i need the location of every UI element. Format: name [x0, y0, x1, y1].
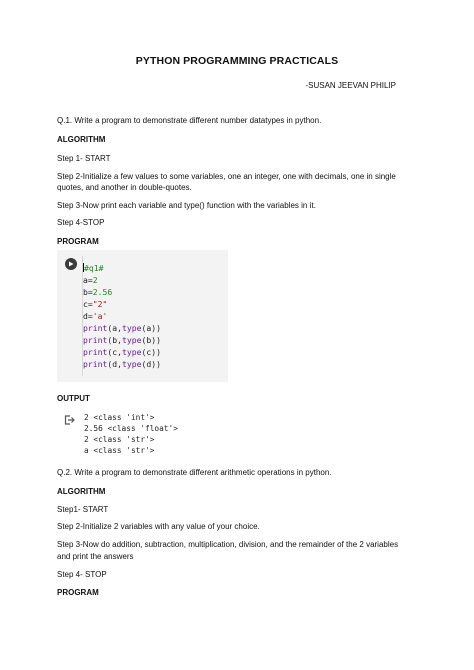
- q2-step-1: Step1- START: [57, 505, 109, 514]
- code-token: d=: [83, 311, 93, 321]
- output-line: 2 <class 'int'>: [84, 413, 155, 422]
- q1-output-heading: OUTPUT: [57, 394, 90, 403]
- code-token: c=: [83, 299, 93, 309]
- q2-step-4: Step 4- STOP: [57, 570, 107, 579]
- code-line: [83, 335, 161, 345]
- code-line: [83, 359, 161, 369]
- code-string: "2": [92, 299, 108, 309]
- q1-step-1: Step 1- START: [57, 154, 111, 163]
- output-arrow-icon[interactable]: [64, 412, 75, 430]
- q1-algorithm-heading: ALGORITHM: [57, 135, 106, 144]
- code-comment: #q1#: [84, 263, 104, 273]
- code-function: print: [83, 335, 108, 345]
- code-token: b=: [83, 287, 93, 297]
- code-function: type: [122, 323, 142, 333]
- code-token: (d)): [141, 359, 161, 369]
- q2-step-3: Step 3-Now do addition, subtraction, multiplication, division, and the remainder of the 2 variables: [57, 540, 399, 549]
- code-number: 2: [92, 275, 98, 285]
- code-token: (b)): [141, 335, 161, 345]
- code-line: [83, 311, 107, 321]
- code-token: (a,: [107, 323, 122, 333]
- code-function: type: [122, 335, 142, 345]
- code-function: type: [122, 359, 142, 369]
- q1-step-2-continued: quotes, and another in double-quotes.: [57, 183, 192, 192]
- code-line: [83, 287, 112, 297]
- code-token: (d,: [107, 359, 122, 369]
- q2-step-3-continued: and print the answers: [57, 552, 134, 561]
- q2-step-2: Step 2-Initialize 2 variables with any value of your choice.: [57, 522, 260, 531]
- code-line: [83, 263, 104, 273]
- code-line: [83, 275, 98, 285]
- q1-step-3: Step 3-Now print each variable and type() function with the variables in it.: [57, 201, 316, 210]
- code-line: [83, 299, 107, 309]
- output-line: 2.56 <class 'float'>: [84, 424, 178, 433]
- q2-program-heading: PROGRAM: [57, 588, 99, 597]
- code-token: (c)): [141, 347, 161, 357]
- code-token: (a)): [141, 323, 161, 333]
- code-token: (c,: [107, 347, 122, 357]
- q2-algorithm-heading: ALGORITHM: [57, 487, 106, 496]
- code-function: print: [83, 347, 108, 357]
- code-function: type: [122, 347, 142, 357]
- q2-question: Q.2. Write a program to demonstrate different arithmetic operations in python.: [57, 468, 332, 477]
- code-line: [83, 347, 161, 357]
- q1-question: Q.1. Write a program to demonstrate different number datatypes in python.: [57, 116, 322, 125]
- author-name: -SUSAN JEEVAN PHILIP: [305, 81, 396, 90]
- code-string: 'a': [92, 311, 108, 321]
- code-editor[interactable]: [82, 256, 229, 376]
- code-function: print: [83, 323, 108, 333]
- code-function: print: [83, 359, 108, 369]
- document-title: PYTHON PROGRAMMING PRACTICALS: [135, 55, 339, 67]
- code-token: (b,: [107, 335, 122, 345]
- code-line: [83, 323, 161, 333]
- q1-step-4: Step 4-STOP: [57, 218, 105, 227]
- q1-program-heading: PROGRAM: [57, 237, 99, 246]
- q1-step-2: Step 2-Initialize a few values to some variables, one an integer, one with decimals, one in single: [57, 172, 396, 181]
- output-line: 2 <class 'str'>: [84, 435, 155, 444]
- code-cell[interactable]: [57, 250, 228, 382]
- code-number: 2.56: [92, 287, 113, 297]
- play-circle-icon[interactable]: [65, 258, 77, 270]
- code-token: a=: [83, 275, 93, 285]
- output-line: a <class 'str'>: [84, 446, 155, 455]
